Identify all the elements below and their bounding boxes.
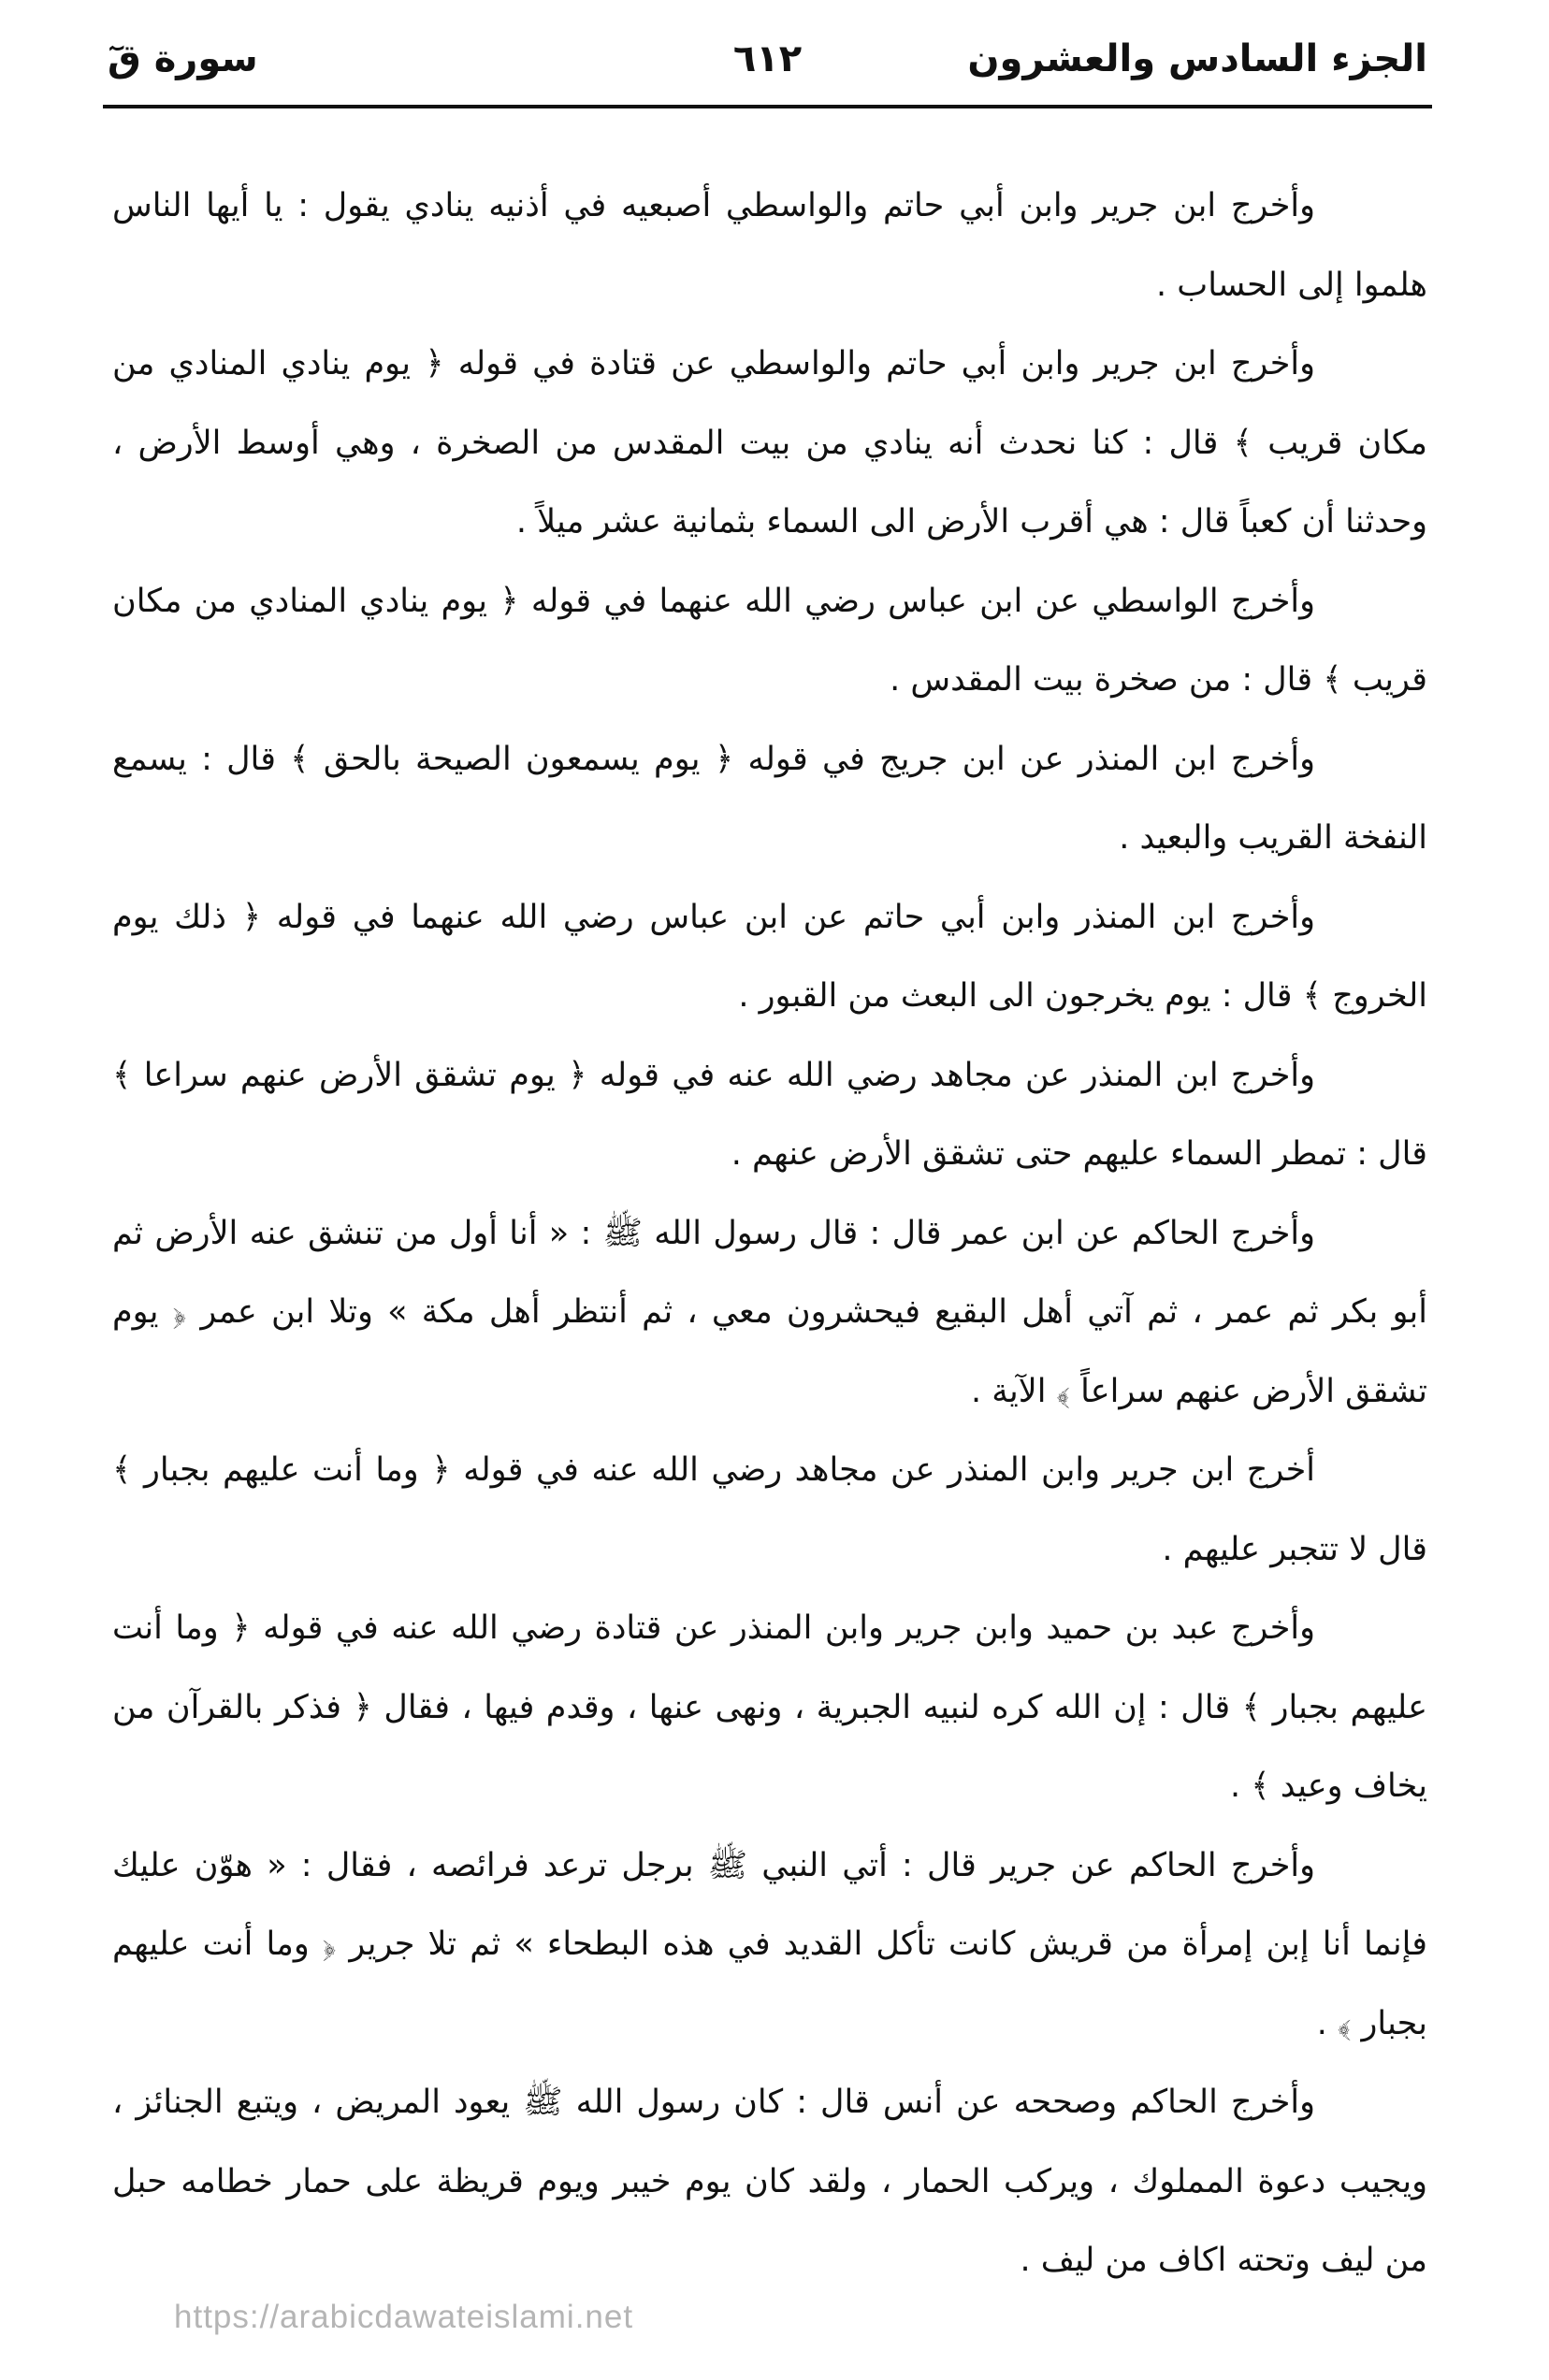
watermark-url: https://arabicdawateislami.net (174, 2299, 634, 2335)
paragraph: أخرج ابن جرير وابن المنذر عن مجاهد رضي الله عنه في قوله ﴿ وما أنت عليهم بجبار ﴾ قال لا تتجبر عليهم . (112, 1451, 1427, 1568)
page-number: ٦١٢ (732, 37, 803, 80)
paragraph: وأخرج ابن المنذر عن ابن جريج في قوله ﴿ يوم يسمعون الصيحة بالحق ﴾ قال : يسمع النفخة القريب والبعيد . (112, 740, 1427, 857)
paragraph: وأخرج الحاكم عن ابن عمر قال : قال رسول الله ﷺ : « أنا أول من تنشق عنه الأرض ثم أبو بكر ثم عمر ، ثم آتي أهل البقيع فيحشرون معي ، ثم أنتظر أهل مكة » وتلا ابن عمر ﴿ يوم تشقق الأرض عنهم سراعاً ﴾ الآية . (112, 1214, 1427, 1410)
header-divider (103, 105, 1432, 108)
paragraph: وأخرج ابن جرير وابن أبي حاتم والواسطي عن قتادة في قوله ﴿ يوم ينادي المنادي من مكان قريب ﴾ قال : كنا نحدث أنه ينادي من بيت المقدس من الصخرة ، وهي أوسط الأرض ، وحدثنا أن كعباً قال : هي أقرب الأرض الى السماء بثمانية عشر ميلاً . (112, 345, 1427, 541)
paragraph: وأخرج عبد بن حميد وابن جرير وابن المنذر عن قتادة رضي الله عنه في قوله ﴿ وما أنت عليهم بجبار ﴾ قال : إن الله كره لنبيه الجبرية ، ونهى عنها ، وقدم فيها ، فقال ﴿ فذكر بالقرآن من يخاف وعيد ﴾ . (112, 1609, 1427, 1805)
page-header (108, 37, 1427, 103)
paragraph: وأخرج الحاكم عن جرير قال : أتي النبي ﷺ برجل ترعد فرائصه ، فقال : « هوّن عليك فإنما أنا إبن إمرأة من قريش كانت تأكل القديد في هذه البطحاء » ثم تلا جرير ﴿ وما أنت عليهم بجبار ﴾ . (112, 1846, 1427, 2042)
paragraph: وأخرج ابن المنذر وابن أبي حاتم عن ابن عباس رضي الله عنهما في قوله ﴿ ذلك يوم الخروج ﴾ قال : يوم يخرجون الى البعث من القبور . (112, 898, 1427, 1015)
part-title: الجزء السادس والعشرون (967, 37, 1427, 80)
paragraph: وأخرج الواسطي عن ابن عباس رضي الله عنهما في قوله ﴿ يوم ينادي المنادي من مكان قريب ﴾ قال : من صخرة بيت المقدس . (112, 582, 1427, 699)
surah-title: سورة قٓ (108, 37, 258, 80)
paragraph: وأخرج الحاكم وصححه عن أنس قال : كان رسول الله ﷺ يعود المريض ، ويتبع الجنائز ، ويجيب دعوة المملوك ، ويركب الحمار ، ولقد كان يوم خيبر ويوم قريظة على حمار خطامه حبل من ليف وتحته اكاف من ليف . (112, 2084, 1427, 2279)
paragraph: وأخرج ابن المنذر عن مجاهد رضي الله عنه في قوله ﴿ يوم تشقق الأرض عنهم سراعا ﴾ قال : تمطر السماء عليهم حتى تشقق الأرض عنهم . (112, 1056, 1427, 1173)
page-body (112, 166, 1427, 2301)
paragraph: وأخرج ابن جرير وابن أبي حاتم والواسطي أصبعيه في أذنيه ينادي يقول : يا أيها الناس هلموا إلى الحساب . (112, 187, 1427, 304)
